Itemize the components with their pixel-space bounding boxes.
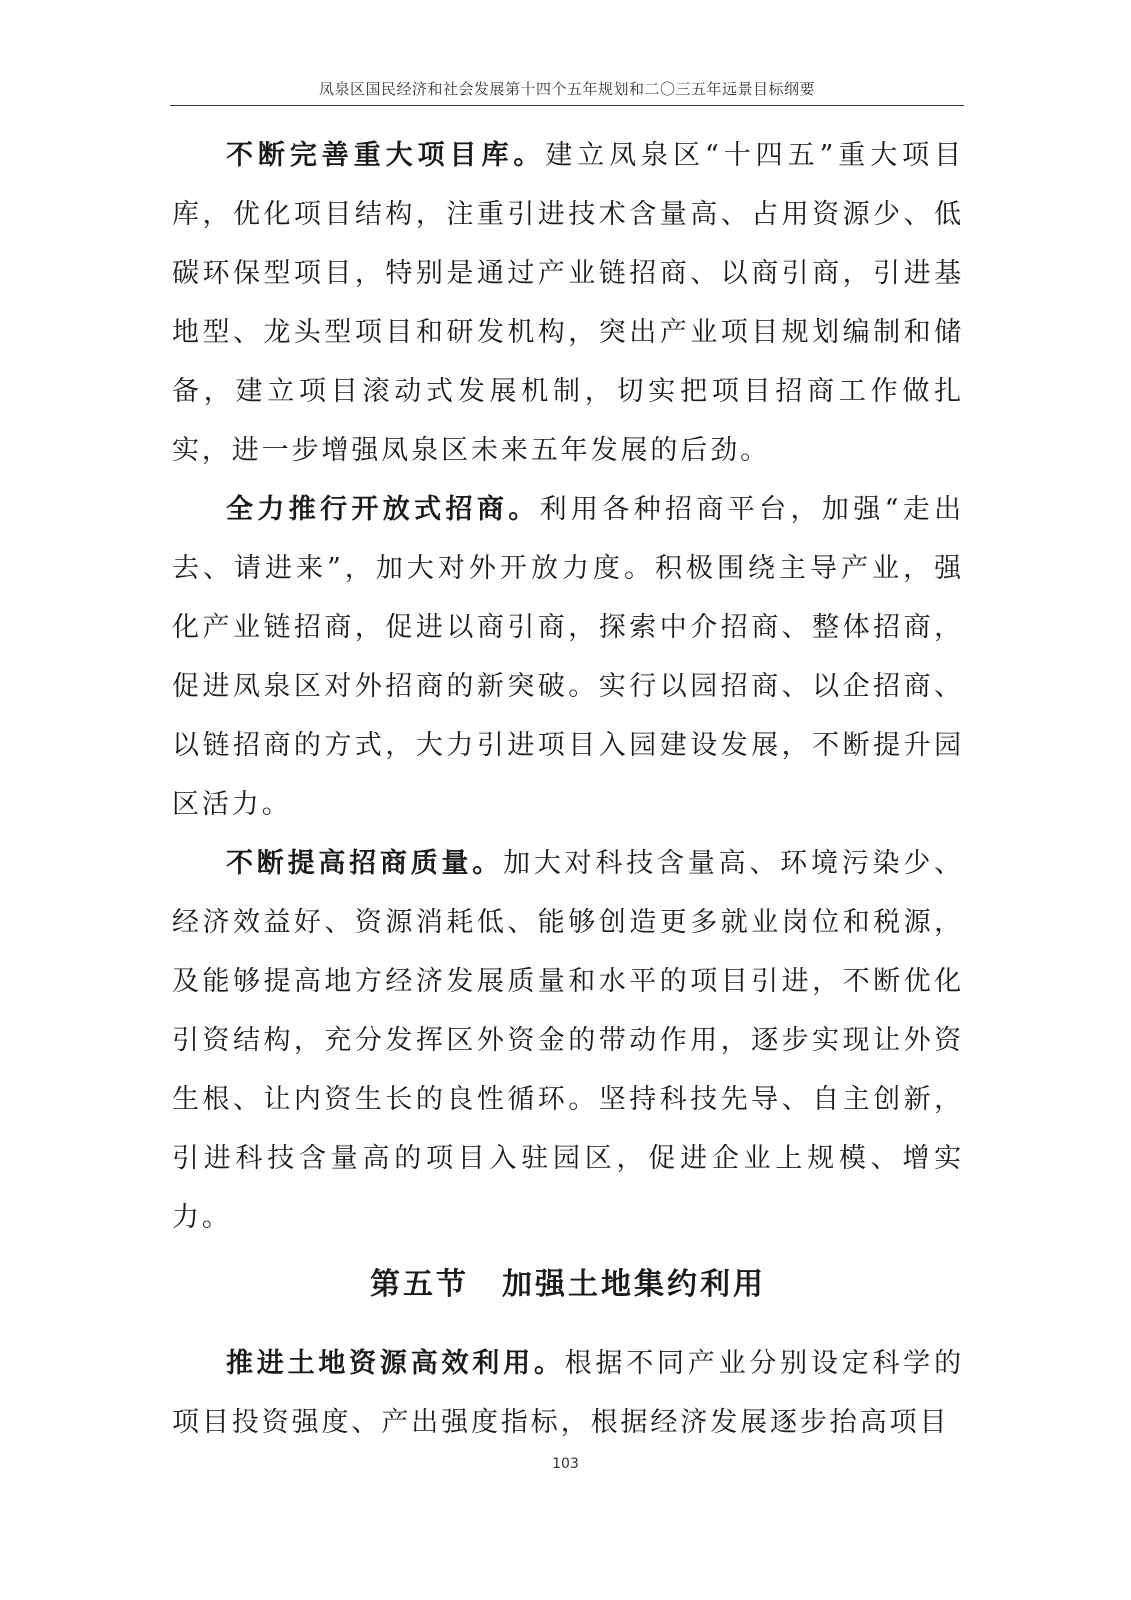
document-body <box>172 126 964 1452</box>
paragraph-lead: 推进土地资源高效利用。 <box>226 1348 565 1379</box>
paragraph-lead: 不断提高招商质量。 <box>226 848 504 879</box>
paragraph-lead: 不断完善重大项目库。 <box>226 140 546 171</box>
paragraph-text: 建立凤泉区“十四五”重大项目库，优化项目结构，注重引进技术含量高、占用资源少、低碳环保型项目，特别是通过产业链招商、以商引商，引进基地型、龙头型项目和研发机构，突出产业项目规划编制和储备，建立项目滚动式发展机制，切实把项目招商工作做扎实，进一步增强凤泉区未来五年发展的后劲。 <box>172 140 964 466</box>
paragraph-investment-quality <box>172 834 964 1247</box>
page-number: 103 <box>552 1456 579 1472</box>
paragraph-project-library <box>172 126 964 480</box>
section-heading: 第五节 加强土地集约利用 <box>370 1267 766 1302</box>
paragraph-lead: 全力推行开放式招商。 <box>226 494 540 525</box>
paragraph-open-investment <box>172 480 964 834</box>
running-header: 凤泉区国民经济和社会发展第十四个五年规划和二〇三五年远景目标纲要 <box>318 80 815 98</box>
paragraph-text: 加大对科技含量高、环境污染少、经济效益好、资源消耗低、能够创造更多就业岗位和税源，及能够提高地方经济发展质量和水平的项目引进，不断优化引资结构，充分发挥区外资金的带动作用，逐步实现让外资生根、让内资生长的良性循环。坚持科技先导、自主创新，引进科技含量高的项目入驻园区，促进企业上规模、增实力。 <box>172 848 965 1233</box>
paragraph-text: 利用各种招商平台，加强“走出去、请进来”，加大对外开放力度。积极围绕主导产业，强化产业链招商，促进以商引商，探索中介招商、整体招商，促进凤泉区对外招商的新突破。实行以园招商、以企招商、以链招商的方式，大力引进项目入园建设发展，不断提升园区活力。 <box>172 494 964 820</box>
paragraph-land-use <box>172 1334 964 1452</box>
paragraph-text: 根据不同产业分别设定科学的项目投资强度、产出强度指标，根据经济发展逐步抬高项目 <box>172 1348 964 1438</box>
header-divider <box>170 105 964 106</box>
